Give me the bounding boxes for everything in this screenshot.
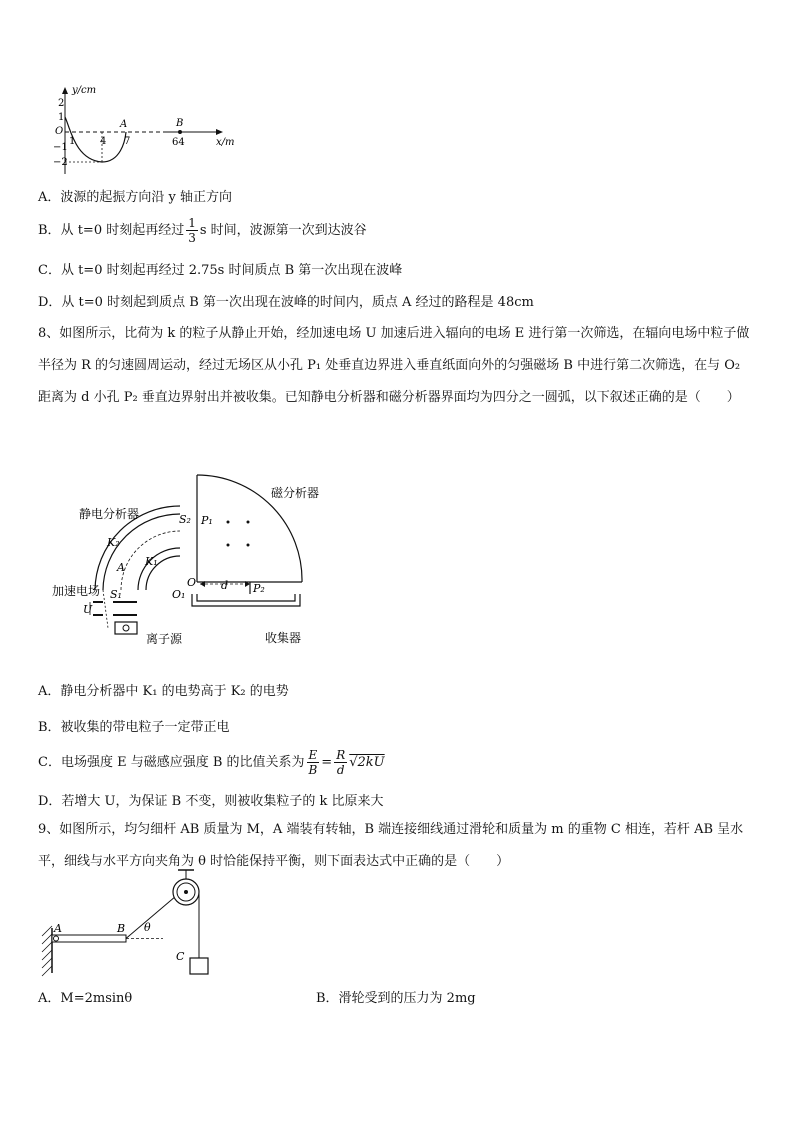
- q7-option-a: A．波源的起振方向沿 y 轴正方向: [38, 190, 232, 205]
- u-label: U: [83, 603, 93, 616]
- s1-label: S₁: [110, 588, 122, 601]
- k1-label: K₁: [145, 555, 158, 568]
- q7-option-b-suffix: s 时间，波源第一次到达波谷: [199, 223, 367, 238]
- y-tick: −2: [53, 157, 68, 168]
- q7-option-b: [38, 216, 367, 245]
- rod-pulley-diagram: [38, 868, 223, 978]
- collector-label: 收集器: [265, 631, 302, 645]
- x-tick: 4: [100, 136, 107, 147]
- y-tick: −1: [53, 142, 68, 153]
- y-axis-label: y/cm: [72, 85, 97, 96]
- point-a-label: A: [120, 119, 128, 130]
- q7-option-c: C．从 t=0 时刻起再经过 2.75s 时间质点 B 第一次出现在波峰: [38, 263, 403, 278]
- fraction-e-over-b: $\frac{E}{B}$: [308, 748, 318, 777]
- q8-option-d: D．若增大 U，为保证 B 不变，则被收集粒子的 k 比原来大: [38, 794, 384, 809]
- fraction-r-over-d: $\frac{R}{d}$: [336, 748, 346, 777]
- point-b-label: B: [176, 118, 184, 129]
- q7-option-b-t0: t=0 时刻起再经过: [77, 223, 185, 238]
- theta-label: θ: [144, 921, 151, 934]
- q8-option-a: A．静电分析器中 K₁ 的电势高于 K₂ 的电势: [38, 684, 289, 699]
- p2-label: P₂: [253, 582, 265, 595]
- origin-label: O: [55, 126, 64, 137]
- sqrt-2ku: √2kU: [349, 755, 385, 770]
- a-label: A: [117, 561, 125, 574]
- point-b-position: 64: [172, 137, 185, 148]
- ion-source-label: 离子源: [146, 632, 183, 646]
- q8-stem: 8、如图所示，比荷为 k 的粒子从静止开始，经加速电场 U 加速后进入辐向的电场 E 进行第一次筛选，在辐向电场中粒子做半径为 R 的匀速圆周运动，经过无场区从小孔 P₁ 处垂直边界进入垂直纸面向外的匀强磁场 B 中进行第二次筛选，在与 O₂ 距离为 d 小孔 P₂ 垂直边界射出并被收集。已知静电分析器和磁分析器界面均为四分之一圆弧，以下叙述正确的是（ ）: [38, 326, 750, 405]
- y-tick: 2: [58, 98, 65, 109]
- fraction-one-third: $\frac{1}{3}$: [188, 216, 196, 245]
- accel-field-label: 加速电场: [52, 584, 101, 598]
- k2-label: K₂: [107, 536, 120, 549]
- a-label: A: [54, 922, 62, 935]
- x-axis-label: x/m: [216, 137, 235, 148]
- q7-option-d: D．从 t=0 时刻起到质点 B 第一次出现在波峰的时间内，质点 A 经过的路程是 48cm: [38, 295, 534, 310]
- electrostatic-analyzer-label: 静电分析器: [79, 507, 140, 521]
- q8-option-b: B．被收集的带电粒子一定带正电: [38, 720, 230, 735]
- o-label: O: [187, 576, 197, 589]
- magnetic-analyzer-label: 磁分析器: [271, 486, 320, 500]
- q8-option-c: C．电场强度 E 与磁感应强度 B 的比值关系为 $\frac{E}{B}$ = $\frac{R}{d}$ √2kU: [38, 748, 385, 777]
- q8-option-c-prefix: C．电场强度 E 与磁感应强度 B 的比值关系为: [38, 755, 305, 770]
- c-label: C: [176, 950, 185, 963]
- x-tick: 1: [69, 136, 76, 147]
- wave-graph: [50, 82, 250, 182]
- mass-spectrometer-diagram: [45, 470, 345, 655]
- q9-stem: 9、如图所示，均匀细杆 AB 质量为 M，A 端装有转轴，B 端连接细线通过滑轮和质量为 m 的重物 C 相连，若杆 AB 呈水平，细线与水平方向夹角为 θ 时恰能保持平衡，则下面表达式中正确的是（ ）: [38, 822, 744, 869]
- q9-option-a: A．M=2msinθ: [38, 991, 133, 1006]
- b-label: B: [117, 922, 126, 935]
- q7-option-b-prefix: B．从: [38, 223, 74, 238]
- o1-label: O₁: [172, 588, 186, 601]
- x-tick: 7: [124, 136, 131, 147]
- d-label: d: [221, 579, 229, 592]
- y-tick: 1: [58, 112, 65, 123]
- p1-label: P₁: [201, 514, 213, 527]
- s2-label: S₂: [179, 513, 191, 526]
- q9-option-b: B．滑轮受到的压力为 2mg: [316, 991, 476, 1006]
